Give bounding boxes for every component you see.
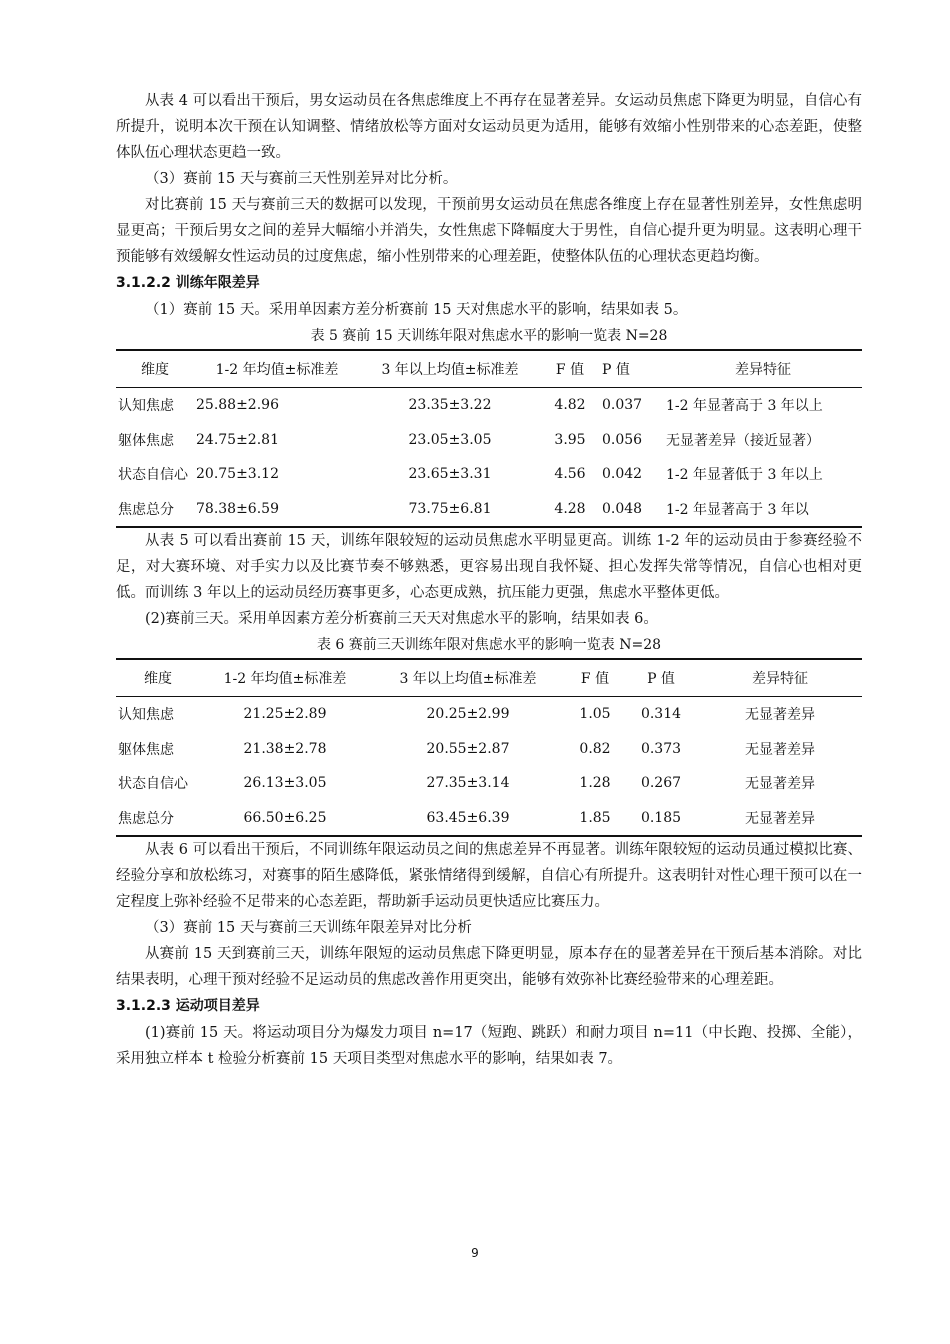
table-cell: 无显著差异	[745, 707, 815, 724]
table-cell: 1-2 年显著高于 3 年以	[666, 501, 809, 518]
table-cell: 20.75±3.12	[196, 466, 279, 483]
paragraph-gender-comparison: 对比赛前 15 天与赛前三天的数据可以发现，干预前男女运动员在焦虑各维度上存在显著性别差异，女性焦虑明显更高；干预后男女之间的差异大幅缩小并消失，女性焦虑下降幅度大于男性，自信心提升更为明显。这表明心理干预能够有效缓解女性运动员的过度焦虑，缩小性别带来的心理差距，使整体队伍的心理状态更趋均衡。	[116, 197, 862, 265]
paragraph-sport-type-method: (1)赛前 15 天。将运动项目分为爆发力项目 n=17（短跑、跳跃）和耐力项目 n=11（中长跑、投掷、全能），采用独立样本 t 检验分析赛前 15 天项目类型对焦虑水平的影响，结果如表 7。	[116, 1025, 862, 1067]
paragraph-table4-conclusion: 从表 4 可以看出干预后，男女运动员在各焦虑维度上不再存在显著差异。女运动员焦虑下降更为明显，自信心有所提升，说明本次干预在认知调整、情绪放松等方面对女运动员更为适用，能够有效缩小性别带来的心态差距，使整体队伍心理状态更趋一致。	[116, 93, 862, 161]
page-number: 9	[471, 1246, 479, 1260]
table6-caption: 表 6 赛前三天训练年限对焦虑水平的影响一览表 N=28	[316, 637, 662, 653]
table-cell: 0.82	[579, 740, 611, 757]
table-cell: 21.38±2.78	[243, 740, 327, 757]
table-cell: 认知焦虑	[118, 707, 174, 724]
table-header-row	[116, 659, 862, 697]
paragraph-years-comparison: 从赛前 15 天到赛前三天，训练年限短的运动员焦虑下降更明显，原本存在的显著差异在干预后基本消除。对比结果表明，心理干预对经验不足运动员的焦虑改善作用更突出，能够有效弥补比赛经验带来的心理差距。	[116, 946, 862, 988]
table-cell: 1-2 年显著低于 3 年以上	[666, 467, 823, 484]
table-header-cell: 1-2 年均值±标准差	[194, 350, 360, 388]
table-cell: 焦虑总分	[118, 810, 174, 827]
table-header-cell: P 值	[600, 350, 664, 388]
paragraph-years-comparison-title: （3）赛前 15 天与赛前三天训练年限差异对比分析	[145, 920, 472, 936]
table-cell: 状态自信心	[118, 776, 188, 793]
table-cell: 20.55±2.87	[426, 740, 510, 757]
table-row	[116, 423, 862, 458]
table-row	[116, 697, 862, 732]
table-cell: 23.35±3.22	[408, 397, 492, 414]
table-cell: 21.25±2.89	[243, 706, 327, 723]
table-cell: 1.05	[579, 706, 611, 723]
section-heading-training-years: 3.1.2.2 训练年限差异	[116, 275, 260, 291]
table-cell: 1.28	[579, 775, 611, 792]
table-header-cell: 维度	[116, 350, 194, 388]
table-cell: 1.85	[579, 809, 611, 826]
table-cell: 焦虑总分	[118, 501, 174, 518]
table-cell: 0.048	[602, 500, 643, 517]
table-row	[116, 492, 862, 528]
table-cell: 4.28	[554, 500, 586, 517]
table-row	[116, 801, 862, 837]
table-cell: 1-2 年显著高于 3 年以上	[666, 398, 823, 415]
table-cell: 0.314	[640, 706, 682, 723]
table-cell: 73.75±6.81	[408, 500, 492, 517]
table-cell: 无显著差异	[745, 741, 815, 758]
table5	[116, 349, 862, 528]
document-page	[116, 88, 862, 1072]
table-cell: 4.82	[554, 397, 586, 414]
table-cell: 0.267	[640, 775, 682, 792]
table-header-cell: 3 年以上均值±标准差	[360, 350, 540, 388]
paragraph-3-days-method: (2)赛前三天。采用单因素方差分析赛前三天天对焦虑水平的影响，结果如表 6。	[145, 611, 658, 627]
table-cell: 躯体焦虑	[118, 432, 174, 449]
table-cell: 无显著差异	[745, 776, 815, 793]
table-cell: 认知焦虑	[118, 398, 174, 415]
table-cell: 3.95	[554, 431, 586, 448]
table-cell: 状态自信心	[118, 467, 188, 484]
table-cell: 26.13±3.05	[243, 775, 327, 792]
table-cell: 无显著差异	[745, 810, 815, 827]
table-row	[116, 388, 862, 423]
table-cell: 0.037	[602, 397, 643, 414]
table-header-cell: 维度	[116, 659, 200, 697]
table-header-cell: 差异特征	[664, 350, 862, 388]
table5-caption: 表 5 赛前 15 天训练年限对焦虑水平的影响一览表 N=28	[310, 328, 668, 344]
section-heading-sport-type: 3.1.2.3 运动项目差异	[116, 998, 260, 1014]
table-cell: 24.75±2.81	[196, 431, 279, 448]
table-row	[116, 732, 862, 767]
table-cell: 0.042	[602, 466, 643, 483]
table-row	[116, 457, 862, 492]
table-cell: 27.35±3.14	[426, 775, 510, 792]
table-cell: 无显著差异（接近显著）	[666, 432, 820, 449]
paragraph-table5-conclusion: 从表 5 可以看出赛前 15 天，训练年限较短的运动员焦虑水平明显更高。训练 1-2 年的运动员由于参赛经验不足，对大赛环境、对手实力以及比赛节奏不够熟悉，更容易出现自我怀疑、担心发挥失常等情况，自信心也相对更低。而训练 3 年以上的运动员经历赛事更多，心态更成熟，抗压能力更强，焦虑水平整体更低。	[116, 533, 862, 601]
table-header-cell: 1-2 年均值±标准差	[200, 659, 370, 697]
paragraph-gender-comparison-title: （3）赛前 15 天与赛前三天性别差异对比分析。	[145, 171, 458, 187]
table-cell: 23.05±3.05	[408, 431, 492, 448]
table-header-cell: 3 年以上均值±标准差	[370, 659, 566, 697]
table-cell: 0.185	[640, 809, 682, 826]
table-cell: 0.056	[602, 431, 643, 448]
table-cell: 23.65±3.31	[408, 466, 492, 483]
table-header-cell: P 值	[624, 659, 698, 697]
table6	[116, 658, 862, 837]
table-row	[116, 766, 862, 801]
table-header-cell: 差异特征	[698, 659, 862, 697]
table-cell: 0.373	[640, 740, 682, 757]
table-cell: 4.56	[554, 466, 586, 483]
table-header-row	[116, 350, 862, 388]
paragraph-table6-conclusion: 从表 6 可以看出干预后，不同训练年限运动员之间的焦虑差异不再显著。训练年限较短的运动员通过模拟比赛、经验分享和放松练习，对赛事的陌生感降低，紧张情绪得到缓解，自信心有所提升。这表明针对性心理干预可以在一定程度上弥补经验不足带来的心态差距，帮助新手运动员更快适应比赛压力。	[116, 842, 862, 910]
table-header-cell: F 值	[540, 350, 600, 388]
table-cell: 20.25±2.99	[426, 706, 510, 723]
table-cell: 66.50±6.25	[243, 809, 327, 826]
table-cell: 78.38±6.59	[196, 500, 279, 517]
table-cell: 63.45±6.39	[426, 809, 510, 826]
paragraph-15-days-method: （1）赛前 15 天。采用单因素方差分析赛前 15 天对焦虑水平的影响，结果如表 5。	[145, 302, 688, 318]
table-header-cell: F 值	[566, 659, 624, 697]
table-cell: 25.88±2.96	[196, 397, 279, 414]
table-cell: 躯体焦虑	[118, 741, 174, 758]
